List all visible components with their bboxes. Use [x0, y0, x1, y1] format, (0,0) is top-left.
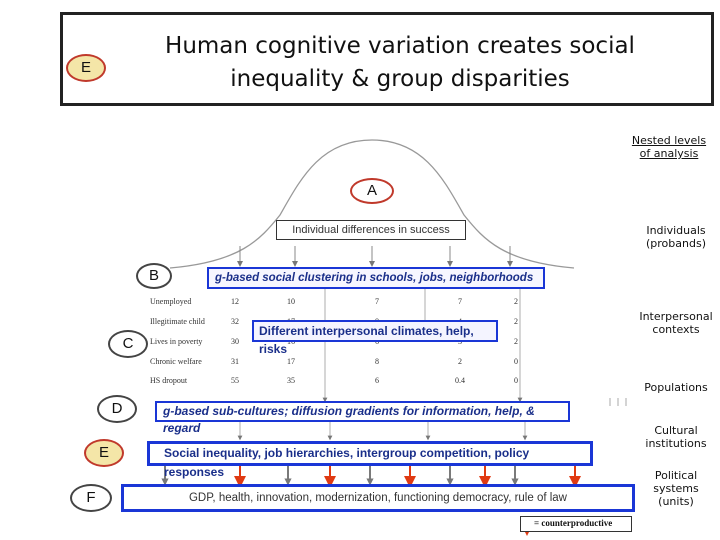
interpersonal-label: Interpersonal contexts [639, 310, 713, 336]
cell: 7 [375, 297, 379, 306]
cell: 31 [231, 357, 239, 366]
cell: 2 [514, 317, 518, 326]
level-d-bar: g-based sub-cultures; diffusion gradients for information, help, & regard [155, 401, 570, 422]
cell: 12 [231, 297, 239, 306]
cell: 0 [514, 376, 518, 385]
legend-text: = counterproductive [534, 518, 613, 528]
tick-marks [610, 398, 626, 406]
level-e-bar: Social inequality, job hierarchies, intergroup competition, policy responses [147, 441, 593, 466]
table-row [150, 357, 530, 371]
row-label: Chronic welfare [150, 357, 202, 366]
row-label: Unemployed [150, 297, 192, 306]
level-e-badge: E [84, 439, 124, 467]
cell: 2 [458, 357, 462, 366]
level-b-bar: g-based social clustering in schools, jobs, neighborhoods [207, 267, 545, 289]
level-f-badge: F [70, 484, 112, 512]
cell: 30 [231, 337, 239, 346]
arrows-curve-to-b [240, 246, 510, 264]
row-label: Lives in poverty [150, 337, 203, 346]
cell: 17 [287, 357, 295, 366]
curve-label: Individual differences in success [276, 220, 466, 240]
row-label: Illegitimate child [150, 317, 205, 326]
cell: 32 [231, 317, 239, 326]
level-a-badge: A [350, 178, 394, 204]
cell: 0 [514, 357, 518, 366]
level-b-badge: B [136, 263, 172, 289]
table-row [150, 297, 530, 311]
nested-levels-label: Nested levels of analysis [631, 134, 707, 160]
arrows-d-to-e [240, 422, 525, 438]
political-label: Political systems (units) [653, 469, 699, 508]
individuals-label: Individuals (probands) [646, 224, 706, 250]
populations-label: Populations [644, 381, 708, 394]
cell: 7 [458, 297, 462, 306]
cell: 35 [287, 376, 295, 385]
level-c-badge: C [108, 330, 148, 358]
cell: 0.4 [455, 376, 465, 385]
cell: 10 [287, 297, 295, 306]
title-line-1: Human cognitive variation creates social [165, 33, 635, 59]
level-c-bar: Different interpersonal climates, help, risks [252, 320, 498, 342]
title-badge: E [66, 54, 106, 82]
level-f-bar: GDP, health, innovation, modernization, functioning democracy, rule of law [121, 484, 635, 512]
row-label: HS dropout [150, 376, 188, 385]
cultural-label: Cultural institutions [645, 424, 707, 450]
level-d-badge: D [97, 395, 137, 423]
cell: 55 [231, 376, 239, 385]
cell: 8 [375, 357, 379, 366]
table-row [150, 376, 530, 390]
arrows-e-to-f-red [240, 466, 575, 482]
cell: 2 [514, 337, 518, 346]
title-line-2: inequality & group disparities [230, 66, 570, 92]
cell: 6 [375, 376, 379, 385]
cell: 2 [514, 297, 518, 306]
